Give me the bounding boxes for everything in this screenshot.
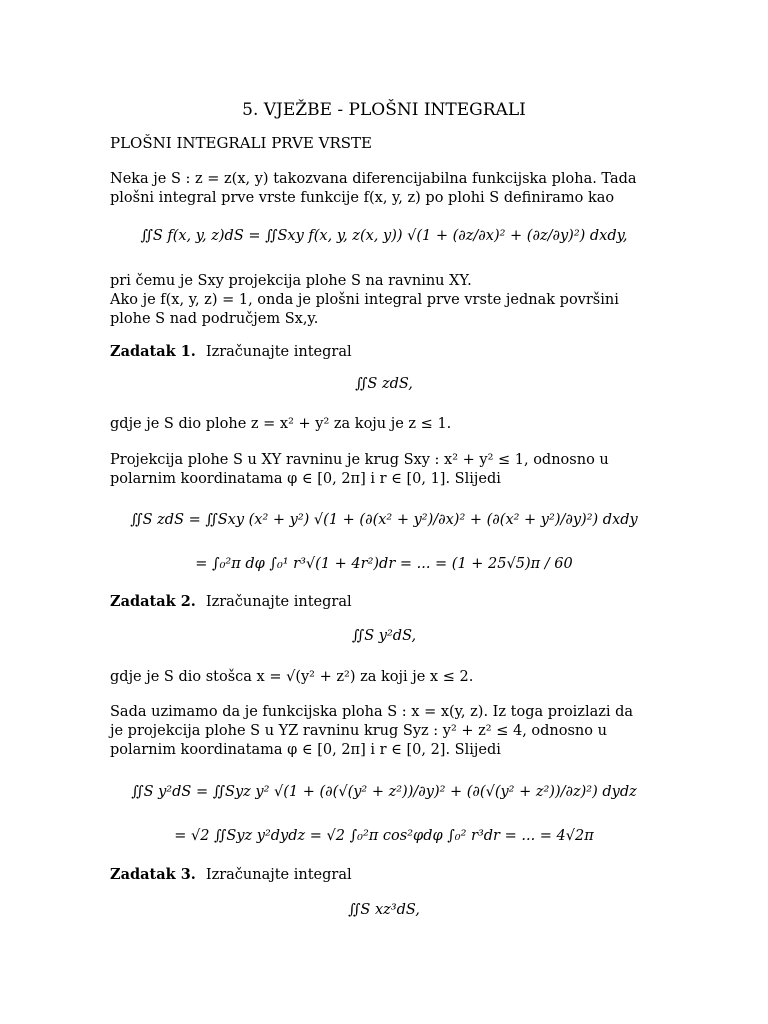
task-2-text: Izračunajte integral xyxy=(205,594,352,610)
task-1-equation-2: = ∫₀²π dφ ∫₀¹ r³√(1 + 4r²)dr = ... = (1 + 25√5)π / 60 xyxy=(195,556,573,572)
task-1-equation-1: ∬S zdS = ∬Sxy (x² + y²) √(1 + (∂(x² + y²)/∂x)² + (∂(x² + y²)/∂y)²) dxdy xyxy=(130,512,638,528)
task-2-equation-2: = √2 ∬Syz y²dydz = √2 ∫₀²π cos²φdφ ∫₀² r³dr = ... = 4√2π xyxy=(174,828,594,844)
task-2-where: gdje je S dio stošca x = √(y² + z²) za koji je x ≤ 2. xyxy=(110,669,474,685)
task-1-where: gdje je S dio plohe z = x² + y² za koju je z ≤ 1. xyxy=(110,416,452,432)
definition-note: pri čemu je Sxy projekcija plohe S na ravninu XY. xyxy=(110,273,472,289)
task-3-heading xyxy=(110,866,352,883)
task-2-solution: Sada uzimamo da je funkcijska ploha S : x = x(y, z). Iz toga proizlazi da je projekcija plohe S u YZ ravninu krug Syz : y² + z² ≤ 4, odnosno u polarnim koordinatama φ ∈ [0, 2π] i r ∈ [0, 2]. Slijedi xyxy=(110,704,634,758)
task-2-heading xyxy=(110,593,352,610)
definition-equation: ∬S f(x, y, z)dS = ∬Sxy f(x, y, z(x, y)) √(1 + (∂z/∂x)² + (∂z/∂y)²) dxdy, xyxy=(140,228,628,244)
task-3-text: Izračunajte integral xyxy=(205,867,352,883)
task-1-heading xyxy=(110,343,352,360)
task-1-label: Zadatak 1. xyxy=(110,343,196,360)
task-2-integral: ∬S y²dS, xyxy=(351,628,417,644)
intro-paragraph: Neka je S : z = z(x, y) takozvana diferencijabilna funkcijska ploha. Tada plošni integral prve vrste funkcije f(x, y, z) po plohi S definiramo kao xyxy=(110,171,637,206)
task-1-integral: ∬S zdS, xyxy=(355,376,413,392)
task-2-label: Zadatak 2. xyxy=(110,593,196,610)
task-1-text: Izračunajte integral xyxy=(205,344,352,360)
area-note: Ako je f(x, y, z) = 1, onda je plošni integral prve vrste jednak površini plohe S nad područjem Sx,y. xyxy=(110,292,619,327)
task-2-equation-1: ∬S y²dS = ∬Syz y² √(1 + (∂(√(y² + z²))/∂y)² + (∂(√(y² + z²))/∂z)²) dydz xyxy=(131,784,637,800)
task-1-solution: Projekcija plohe S u XY ravninu je krug Sxy : x² + y² ≤ 1, odnosno u polarnim koordinatama φ ∈ [0, 2π] i r ∈ [0, 1]. Slijedi xyxy=(110,452,609,487)
task-3-label: Zadatak 3. xyxy=(110,866,196,883)
task-3-integral: ∬S xz³dS, xyxy=(348,902,420,918)
section-heading: PLOŠNI INTEGRALI PRVE VRSTE xyxy=(110,134,372,152)
page-title: 5. VJEŽBE - PLOŠNI INTEGRALI xyxy=(242,100,526,120)
